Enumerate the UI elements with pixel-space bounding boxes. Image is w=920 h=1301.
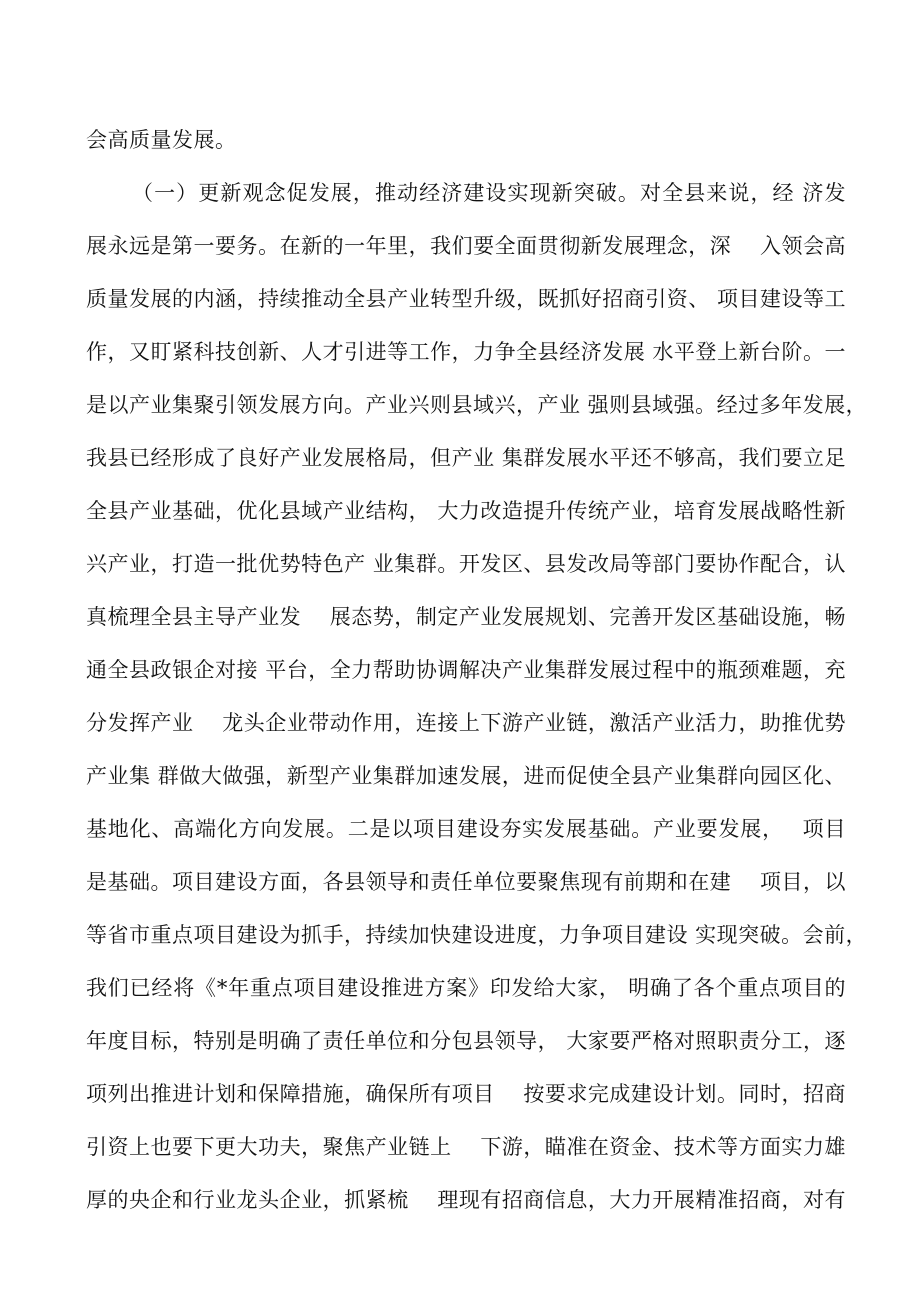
text-line: 我县已经形成了良好产业发展格局，但产业 集群发展水平还不够高，我们要立足 <box>86 446 846 470</box>
text-line: 基地化、高端化方向发展。二是以项目建设夯实发展基础。产业要发展， 项目 <box>86 817 846 841</box>
text-line: 我们已经将《*年重点项目建设推进方案》印发给大家， 明确了各个重点项目的 <box>86 976 846 1000</box>
text-line: 引资上也要下更大功夫，聚焦产业链上 下游，瞄准在资金、技术等方面实力雄 <box>86 1135 846 1159</box>
text-line: 质量发展的内涵，持续推动全县产业转型升级，既抓好招商引资、 项目建设等工 <box>86 287 846 311</box>
text-line: 真梳理全县主导产业发 展态势，制定产业发展规划、完善开发区基础设施，畅 <box>86 605 846 629</box>
text-line: 会高质量发展。 <box>86 128 237 152</box>
text-line: 全县产业基础，优化县域产业结构， 大力改造提升传统产业，培育发展战略性新 <box>86 499 846 523</box>
text-line: 是基础。项目建设方面，各县领导和责任单位要聚焦现有前期和在建 项目，以 <box>86 870 846 894</box>
text-line: 作，又盯紧科技创新、人才引进等工作，力争全县经济发展 水平登上新台阶。一 <box>86 340 846 364</box>
text-line: 项列出推进计划和保障措施，确保所有项目 按要求完成建设计划。同时，招商 <box>86 1082 846 1106</box>
text-line: 是以产业集聚引领发展方向。产业兴则县域兴，产业 强则县域强。经过多年发展， <box>86 393 868 417</box>
text-line: 产业集 群做大做强，新型产业集群加速发展，进而促使全县产业集群向园区化、 <box>86 764 846 788</box>
text-line: 通全县政银企对接 平台，全力帮助协调解决产业集群发展过程中的瓶颈难题，充 <box>86 658 846 682</box>
text-line: 等省市重点项目建设为抓手，持续加快建设进度，力争项目建设 实现突破。会前， <box>86 923 868 947</box>
text-line: 兴产业，打造一批优势特色产 业集群。开发区、县发改局等部门要协作配合，认 <box>86 552 846 576</box>
text-line: 厚的央企和行业龙头企业，抓紧梳 理现有招商信息，大力开展精准招商，对有 <box>86 1188 846 1212</box>
text-line: 展永远是第一要务。在新的一年里，我们要全面贯彻新发展理念，深 入领会高 <box>86 234 846 258</box>
section-heading-line: （一）更新观念促发展，推动经济建设实现新突破。对全县来说，经 济发 <box>132 181 846 205</box>
text-line: 分发挥产业 龙头企业带动作用，连接上下游产业链，激活产业活力，助推优势 <box>86 711 846 735</box>
text-line: 年度目标，特别是明确了责任单位和分包县领导， 大家要严格对照职责分工，逐 <box>86 1029 846 1053</box>
